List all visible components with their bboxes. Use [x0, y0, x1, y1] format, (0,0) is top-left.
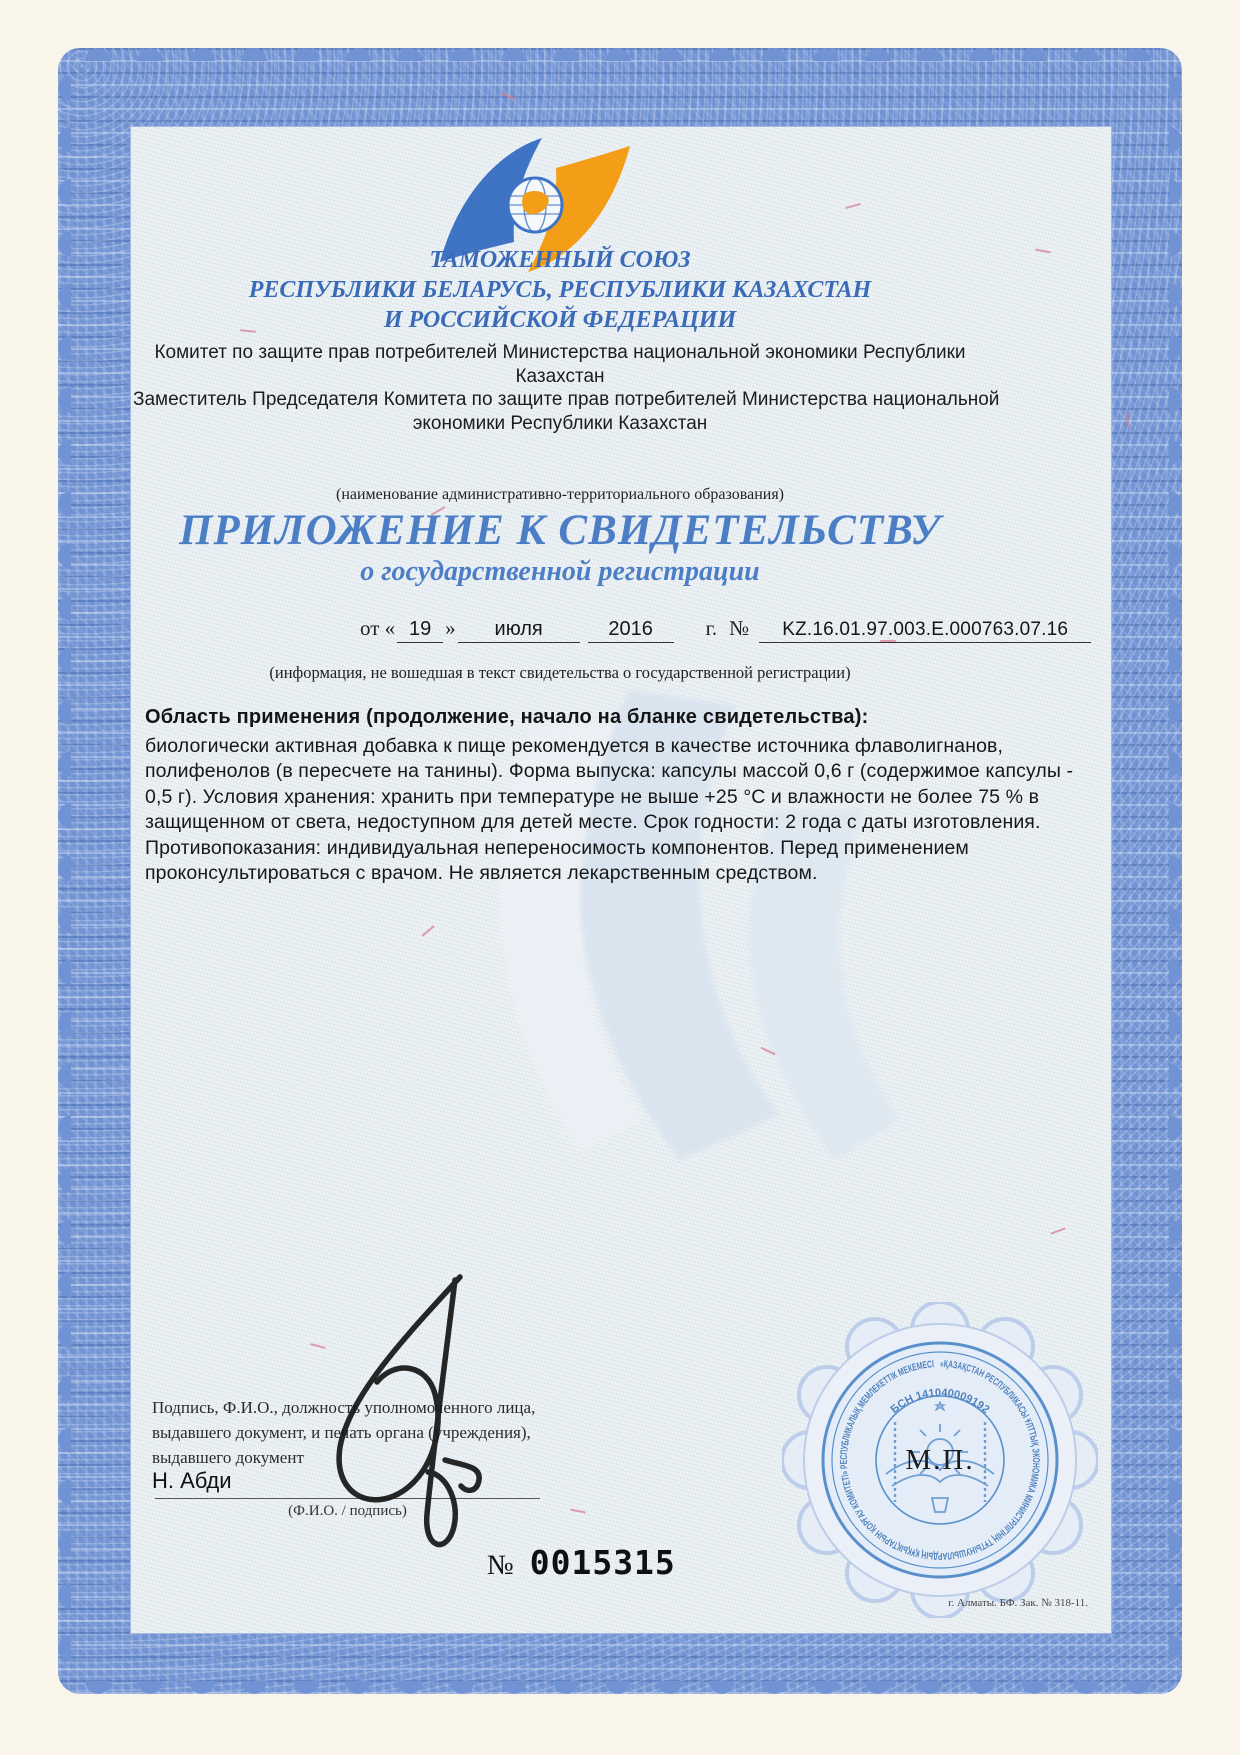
- year-suffix: г.: [705, 616, 718, 640]
- document-title: ПРИЛОЖЕНИЕ К СВИДЕТЕЛЬСТВУ: [178, 507, 942, 554]
- authority-line2: Казахстан: [515, 366, 605, 387]
- border-scallops-left: [45, 62, 71, 1680]
- signature-caption-line2: выдавшего документ, и печать органа (учреждения),: [152, 1423, 531, 1442]
- signature-caption-line1: Подпись, Ф.И.О., должность уполномоченного лица,: [152, 1398, 536, 1417]
- registration-number-field: KZ.16.01.97.003.Е.000763.07.16: [759, 619, 1091, 643]
- serial-number-sign: №: [487, 1550, 514, 1581]
- date-year-field: 2016: [588, 618, 674, 643]
- seal-place-label: М.П.: [905, 1444, 975, 1476]
- serial-number: [487, 1543, 676, 1582]
- signature-caption-line3: выдавшего документ: [152, 1448, 304, 1467]
- authority-line4: экономики Республики Казахстан: [412, 413, 708, 434]
- signatory-name: Н. Абди: [152, 1468, 232, 1493]
- territory-caption: (наименование административно-территориального образования): [335, 486, 785, 503]
- scope-paragraph: биологически активная добавка к пище рекомендуется в качестве источника флаволигнанов, полифенолов (в пересчете на танины). Форма выпуска: капсулы массой 0,6 г (содержимое капсулы - 0,5 г). Условия хранения: хранить при температуре не выше +25 °С и влажности не более 75 % в защищенном от света, недоступном для детей месте. Срок годности: 2 года с даты изготовления. Противопоказания: индивидуальная непереносимость компонентов. Перед применением проконсультироваться с врачом. Не является лекарственным средством.: [145, 735, 1074, 885]
- date-day-field: 19: [397, 618, 443, 643]
- number-sign: №: [729, 616, 750, 640]
- serial-number-digits: 0015315: [529, 1543, 676, 1582]
- handwritten-signature: [295, 1252, 510, 1582]
- signature-field-caption: (Ф.И.О. / подпись): [288, 1503, 407, 1519]
- date-prefix: от «: [360, 616, 396, 640]
- union-title-line3: И РОССИЙСКОЙ ФЕДЕРАЦИИ: [383, 307, 737, 333]
- border-scallops-right: [1169, 62, 1195, 1680]
- union-title-line1: ТАМОЖЕННЫЙ СОЮЗ: [429, 247, 691, 273]
- seal-outer-text: «ҚАЗАҚСТАН РЕСПУБЛИКАСЫ ҰЛТТЫҚ ЭКОНОМИКА МИНИСТРЛІГІНІҢ ТҰТЫНУШЫЛАРДЫҢ ҚҰҚЫҚТАРЫН ҚОРҒАУ КОМИТЕТІ» РЕСПУБЛИКАЛЫҚ МЕМЛЕКЕТТІК МЕКЕМЕСІ: [838, 1358, 1042, 1562]
- date-number-row: [358, 616, 1091, 643]
- document-subtitle: о государственной регистрации: [360, 556, 760, 587]
- border-scallops-top: [72, 35, 1168, 61]
- date-close-quote: »: [445, 616, 456, 640]
- scope-heading: Область применения (продолжение, начало на бланке свидетельства):: [145, 706, 869, 728]
- border-scallops-bottom: [72, 1681, 1168, 1707]
- seal-bin-text: БСН 141040009192: [888, 1386, 992, 1416]
- authority-line3: Заместитель Председателя Комитета по защите прав потребителей Министерства национальной: [133, 389, 1000, 410]
- date-month-field: июля: [458, 618, 580, 643]
- authority-line1: Комитет по защите прав потребителей Министерства национальной экономики Республики: [154, 342, 966, 363]
- print-house-note: г. Алматы. БФ. Зак. № 318-11.: [948, 1597, 1088, 1609]
- union-title-line2: РЕСПУБЛИКИ БЕЛАРУСЬ, РЕСПУБЛИКИ КАЗАХСТАН: [248, 277, 872, 303]
- official-seal: [782, 1302, 1098, 1618]
- info-caption: (информация, не вошедшая в текст свидетельства о государственной регистрации): [269, 663, 851, 682]
